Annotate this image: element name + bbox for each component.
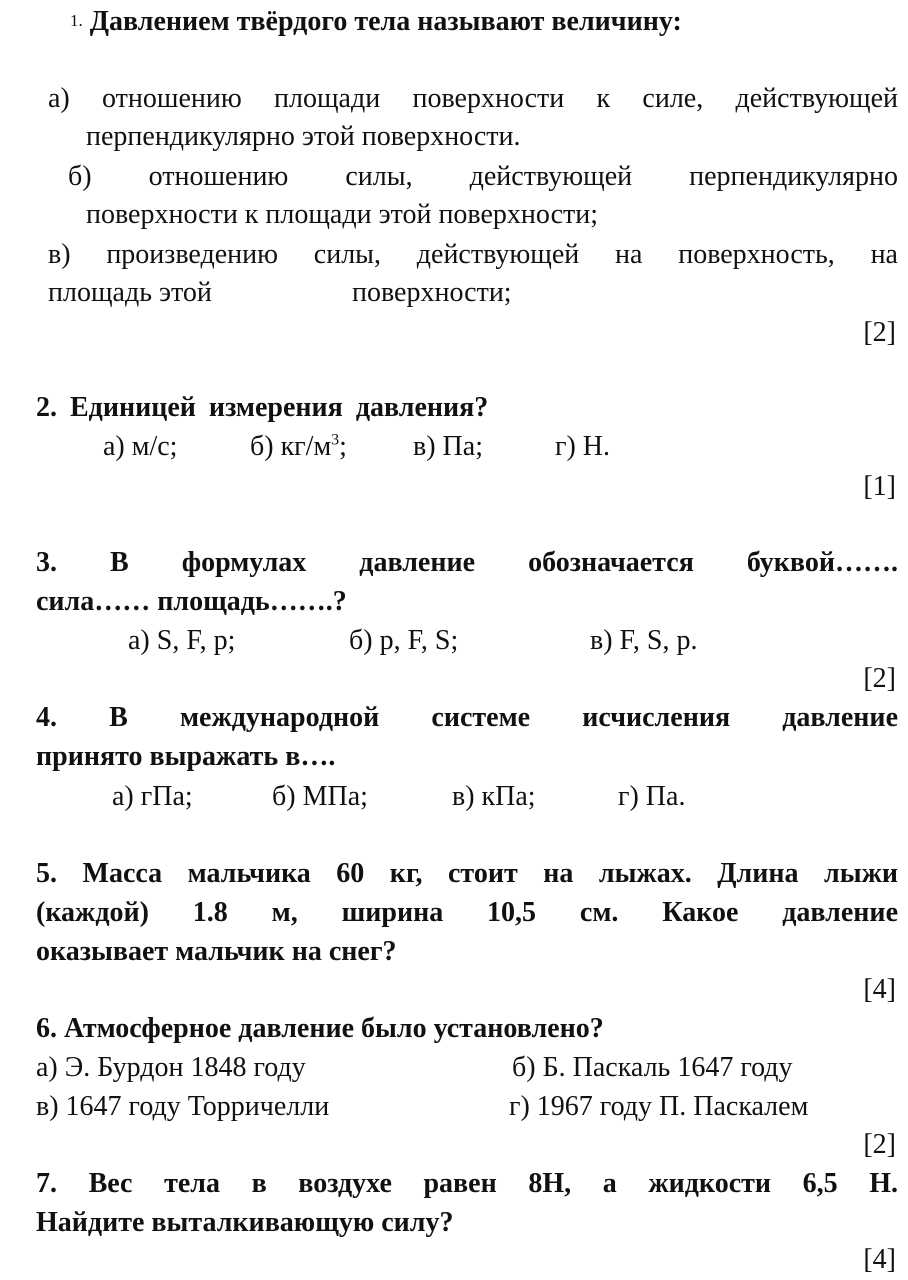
q1-option-c-line1: в) произведению силы, действующей на поверхность, на — [48, 239, 898, 270]
q7-score: [4] — [863, 1244, 896, 1275]
q1-option-a-line1: а) отношению площади поверхности к силе, действующей — [48, 83, 898, 114]
q6-option-c: в) 1647 году Торричелли — [36, 1091, 330, 1122]
q1-option-a-line2: перпендикулярно этой поверхности. — [86, 121, 521, 152]
q6-score: [2] — [863, 1129, 896, 1160]
q5-line2: (каждой) 1.8 м, ширина 10,5 см. Какое давление — [36, 897, 898, 928]
q2-option-b-superscript: 3 — [331, 431, 340, 449]
q1-score: [2] — [863, 317, 896, 348]
q2-option-b-text: б) кг/м — [250, 431, 332, 462]
q2-option-b — [250, 430, 347, 464]
q4-line1: 4. В международной системе исчисления давление — [36, 702, 898, 733]
q6-option-a: а) Э. Бурдон 1848 году — [36, 1052, 306, 1083]
q3-option-b: б) p, F, S; — [349, 625, 459, 656]
q3-option-a: а) S, F, p; — [128, 625, 236, 656]
q6-option-b: б) Б. Паскаль 1647 году — [512, 1052, 793, 1083]
q5-score: [4] — [863, 974, 896, 1005]
q2-title: 2. Единицей измерения давления? — [36, 392, 489, 423]
q5-line1: 5. Масса мальчика 60 кг, стоит на лыжах. Длина лыжи — [36, 858, 898, 889]
q1-option-b-line2: поверхности к площади этой поверхности; — [86, 199, 599, 230]
q4-line2: принято выражать в…. — [36, 741, 336, 772]
q4-option-b: б) МПа; — [272, 781, 368, 812]
q1-title — [70, 4, 682, 39]
q6-option-d: г) 1967 году П. Паскалем — [509, 1091, 809, 1122]
q4-option-a: а) гПа; — [112, 781, 193, 812]
q4-option-c: в) кПа; — [452, 781, 536, 812]
q1-option-c-line2b: поверхности; — [352, 277, 512, 308]
q1-option-c-line2a: площадь этой — [48, 277, 212, 308]
q3-line1: 3. В формулах давление обозначается буквой……. — [36, 547, 898, 578]
q2-option-c: в) Па; — [413, 431, 483, 462]
q2-option-b-end: ; — [339, 431, 347, 462]
q3-score: [2] — [863, 663, 896, 694]
q3-line2: сила…… площадь…….? — [36, 586, 347, 617]
q2-option-a: а) м/с; — [103, 431, 178, 462]
q5-line3: оказывает мальчик на снег? — [36, 936, 397, 967]
q7-line1: 7. Вес тела в воздухе равен 8Н, а жидкости 6,5 Н. — [36, 1168, 898, 1199]
q3-option-c: в) F, S, p. — [590, 625, 698, 656]
q1-number: 1. — [70, 11, 83, 30]
q4-option-d: г) Па. — [618, 781, 686, 812]
q6-title: 6. Атмосферное давление было установлено? — [36, 1013, 604, 1044]
q1-title-text: Давлением твёрдого тела называют величину: — [89, 6, 682, 37]
q2-option-d: г) Н. — [555, 431, 611, 462]
q7-line2: Найдите выталкивающую силу? — [36, 1207, 454, 1238]
q1-option-b-line1: б) отношению силы, действующей перпендикулярно — [68, 161, 898, 192]
q2-score: [1] — [863, 471, 896, 502]
